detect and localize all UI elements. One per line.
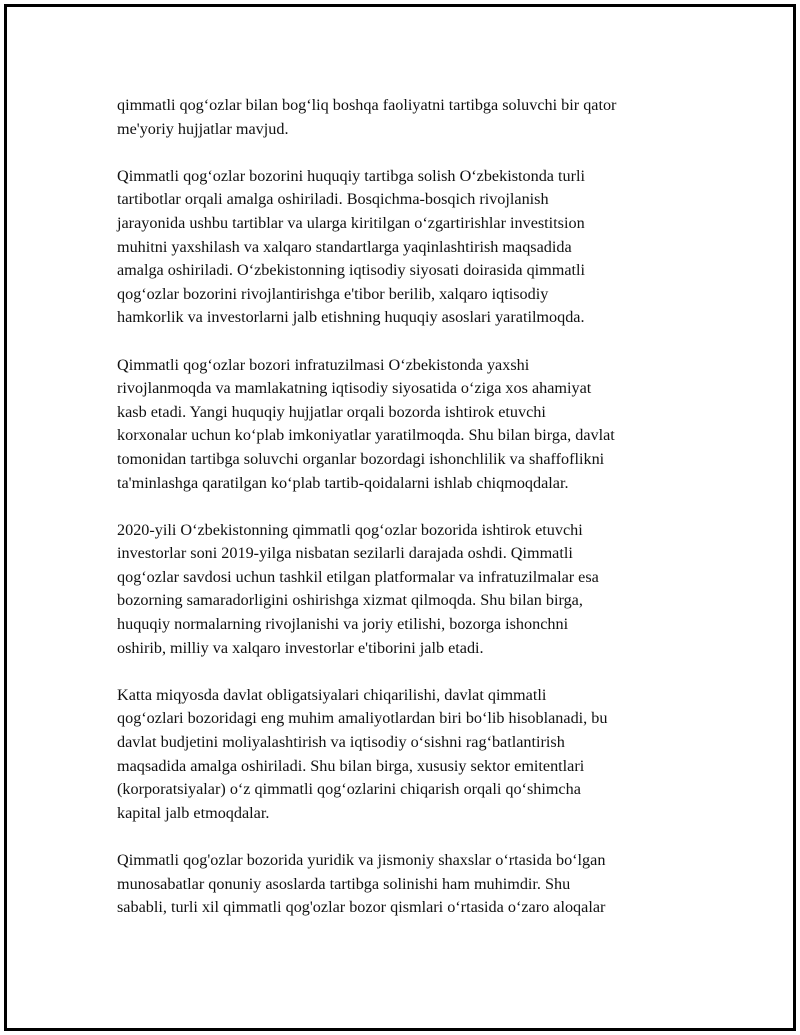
paragraph-3: Qimmatli qog‘ozlar bozori infratuzilmasi O‘zbekistonda yaxshi rivojlanmoqda va mamlakatning iqtisodiy siyosatida o‘ziga xos ahamiyat kasb etadi. Yangi huquqiy hujjatlar orqali bozorda ishtirok etuvchi korxonalar uchun ko‘plab imkoniyatlar yaratilmoqda. Shu bilan birga, davlat tomonidan tartibga soluvchi organlar bozordagi ishonchlilik va shaffoflikni ta'minlashga qaratilgan ko‘plab tartib-qoidalarni ishlab chiqmoqdalar. (117, 355, 615, 492)
paragraph-6: Qimmatli qog'ozlar bozorida yuridik va jismoniy shaxslar o‘rtasida bo‘lgan munosabatlar qonuniy asoslarda tartibga solinishi ham muhimdir. Shu sababli, turli xil qimmatli qog'ozlar bozor qismlari o‘rtasida o‘zaro aloqalar (117, 851, 606, 917)
paragraph-1: qimmatli qog‘ozlar bilan bog‘liq boshqa faoliyatni tartibga soluvchi bir qator me'yoriy hujjatlar mavjud. (117, 96, 617, 138)
document-body (117, 94, 697, 943)
paragraph-2: Qimmatli qog‘ozlar bozorini huquqiy tartibga solish O‘zbekistonda turli tartibotlar orqali amalga oshiriladi. Bosqichma-bosqich rivojlanish jarayonida ushbu tartiblar va ularga kiritilgan o‘zgartirishlar investitsion muhitni yaxshilash va xalqaro standartlarga yaqinlashtirish maqsadida amalga oshiriladi. O‘zbekistonning iqtisodiy siyosati doirasida qimmatli qog‘ozlar bozorini rivojlantirishga e'tibor berilib, xalqaro iqtisodiy hamkorlik va investorlarni jalb etishning huquqiy asoslari yaratilmoqda. (117, 166, 586, 327)
paragraph-5: Katta miqyosda davlat obligatsiyalari chiqarilishi, davlat qimmatli qog‘ozlari bozoridagi eng muhim amaliyotlardan biri bo‘lib hisoblanadi, bu davlat budjetini moliyalashtirish va iqtisodiy o‘sishni rag‘batlantirish maqsadida amalga oshiriladi. Shu bilan birga, xususiy sektor emitentlari (korporatsiyalar) o‘z qimmatli qog‘ozlarini chiqarish orqali qo‘shimcha kapital jalb etmoqdalar. (117, 685, 608, 822)
paragraph-4: 2020-yili O‘zbekistonning qimmatli qog‘ozlar bozorida ishtirok etuvchi investorlar soni 2019-yilga nisbatan sezilarli darajada oshdi. Qimmatli qog‘ozlar savdosi uchun tashkil etilgan platformalar va infratuzilmalar esa bozorning samaradorligini oshirishga xizmat qilmoqda. Shu bilan birga, huquqiy normalarning rivojlanishi va joriy etilishi, bozorga ishonchni oshirib, milliy va xalqaro investorlar e'tiborini jalb etadi. (117, 520, 599, 657)
